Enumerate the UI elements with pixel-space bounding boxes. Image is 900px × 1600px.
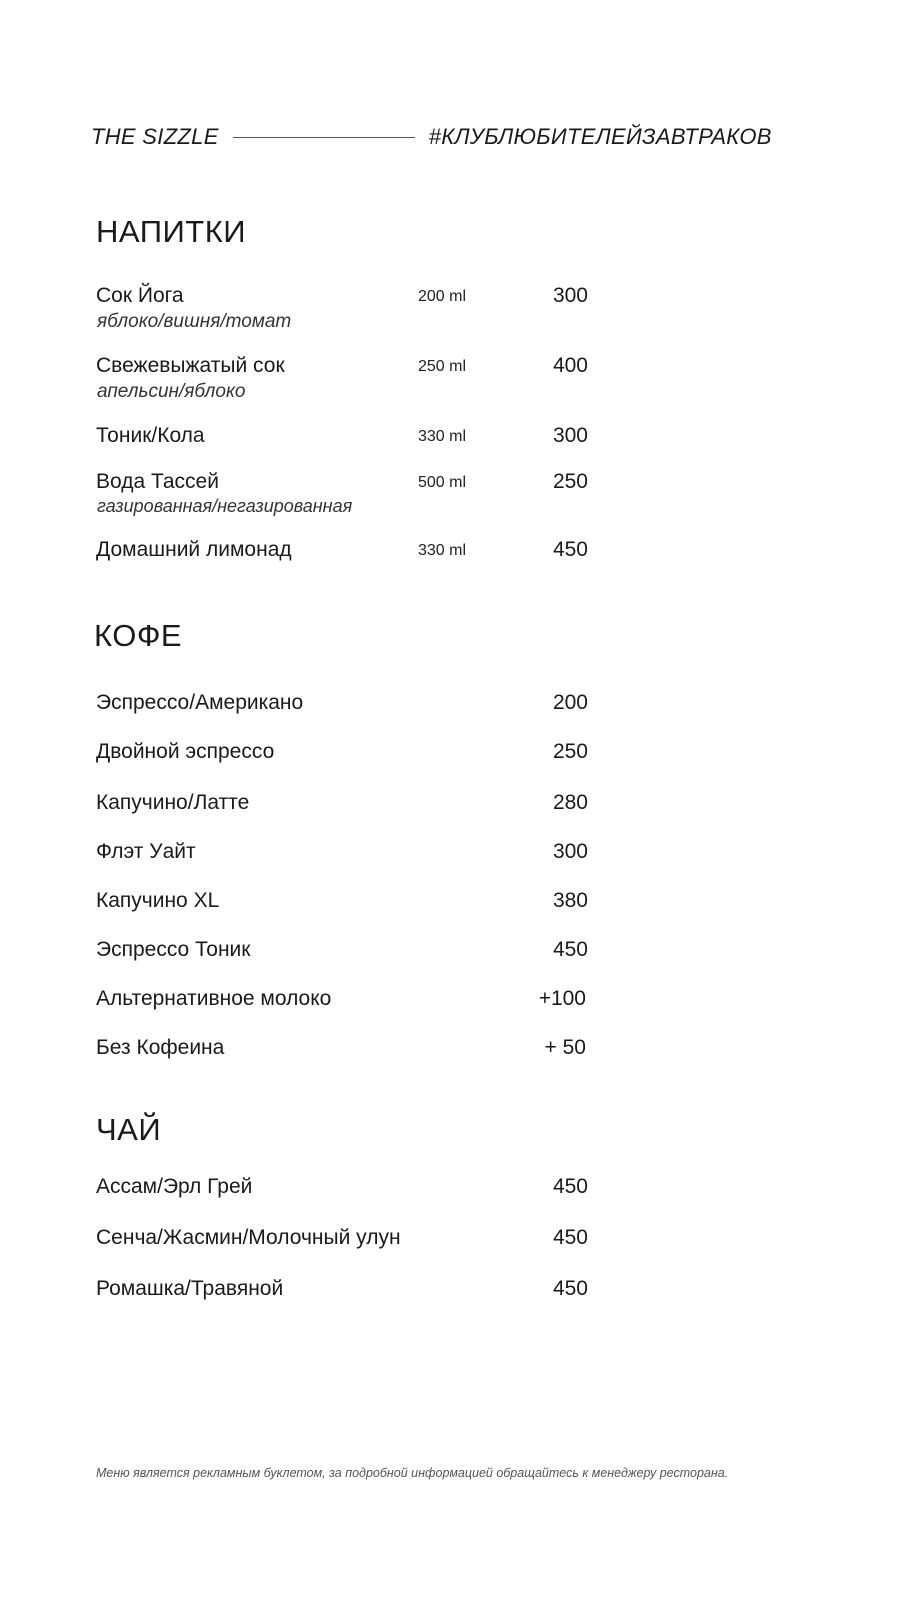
menu-item [96, 470, 596, 530]
item-name: Капучино/Латте [96, 791, 250, 814]
item-description: яблоко/вишня/томат [97, 311, 292, 332]
item-name: Капучино XL [96, 889, 220, 912]
item-name: Двойной эспрессо [96, 740, 275, 763]
menu-item [96, 1277, 596, 1337]
item-price: + 50 [544, 1036, 586, 1059]
hashtag: #КЛУБЛЮБИТЕЛЕЙЗАВТРАКОВ [428, 124, 772, 149]
item-volume: 330 ml [417, 542, 466, 559]
menu-item [96, 1036, 596, 1096]
item-price: 300 [552, 840, 588, 863]
section-title-tea: ЧАЙ [96, 1112, 162, 1147]
item-volume: 500 ml [417, 474, 466, 491]
item-price: +100 [538, 987, 586, 1010]
item-name: Эспрессо/Американо [96, 691, 304, 714]
item-price: 400 [552, 354, 588, 377]
item-price: 450 [552, 538, 588, 561]
brand-name: THE SIZZLE [91, 124, 219, 149]
item-name: Ромашка/Травяной [96, 1277, 284, 1300]
disclaimer-note: Меню является рекламным буклетом, за подробной информацией обращайтесь к менеджеру ресторана. [96, 1466, 729, 1480]
menu-item [96, 284, 596, 344]
item-name: Без Кофеина [96, 1036, 225, 1059]
item-price: 280 [552, 791, 588, 814]
header-divider [233, 137, 415, 138]
item-name: Свежевыжатый сок [96, 354, 285, 377]
item-price: 450 [552, 938, 588, 961]
item-name: Флэт Уайт [96, 840, 196, 863]
item-volume: 330 ml [417, 428, 466, 445]
item-name: Сок Йога [96, 284, 184, 307]
item-price: 300 [552, 284, 588, 307]
item-volume: 250 ml [417, 358, 466, 375]
item-description: газированная/негазированная [97, 496, 353, 516]
item-name: Сенча/Жасмин/Молочный улун [96, 1226, 401, 1249]
item-name: Домашний лимонад [96, 538, 292, 561]
item-name: Эспрессо Тоник [96, 938, 251, 961]
item-name: Тоник/Кола [96, 424, 205, 447]
menu-header [91, 122, 811, 152]
menu-item [96, 354, 596, 414]
section-title-drinks: НАПИТКИ [96, 214, 247, 249]
item-name: Ассам/Эрл Грей [96, 1175, 253, 1198]
menu-item [96, 538, 596, 598]
item-price: 450 [552, 1277, 588, 1300]
item-name: Вода Тассей [96, 470, 219, 493]
item-price: 250 [552, 740, 588, 763]
item-price: 380 [552, 889, 588, 912]
item-price: 250 [552, 470, 588, 493]
section-title-coffee: КОФЕ [94, 618, 183, 653]
item-price: 300 [552, 424, 588, 447]
item-name: Альтернативное молоко [96, 987, 332, 1010]
item-price: 450 [552, 1226, 588, 1249]
item-price: 200 [552, 691, 588, 714]
item-volume: 200 ml [417, 288, 466, 305]
item-description: апельсин/яблоко [97, 381, 246, 402]
item-price: 450 [552, 1175, 588, 1198]
